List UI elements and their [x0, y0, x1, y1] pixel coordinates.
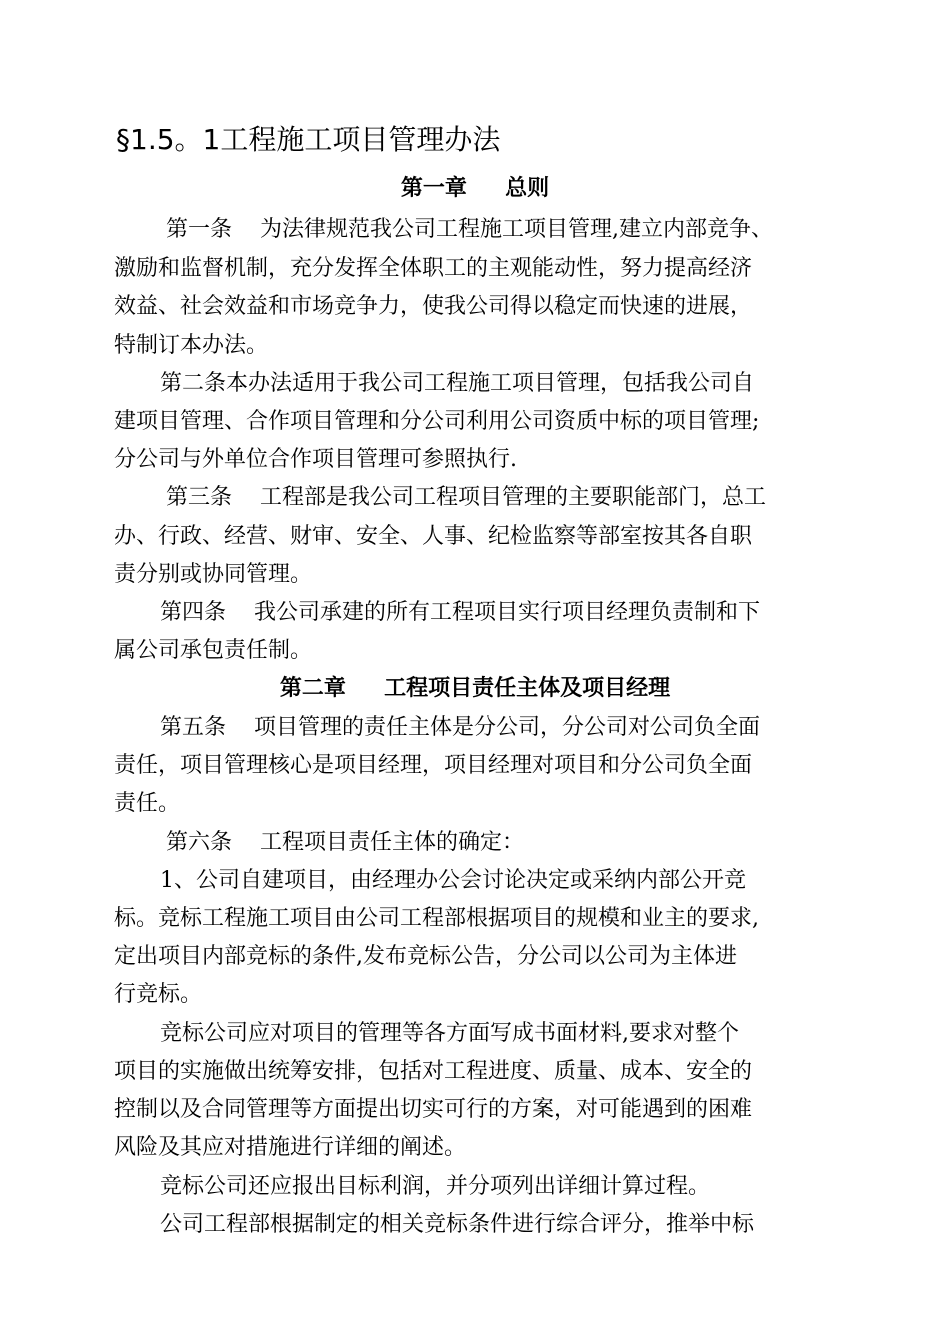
text-line: 第三条 工程部是我公司工程项目管理的主要职能部门，总工: [166, 485, 766, 510]
text-line: 责任，项目管理核心是项目经理，项目经理对项目和分公司负全面: [114, 753, 753, 778]
chapter-1-heading: 第一章 总则: [400, 176, 550, 201]
text-line: 第一条 为法律规范我公司工程施工项目管理,建立内部竞争、: [166, 217, 773, 242]
text-line: 特制订本办法。: [114, 333, 269, 358]
text-line: 第二条本办法适用于我公司工程施工项目管理，包括我公司自: [160, 371, 755, 396]
text-line: 建项目管理、合作项目管理和分公司利用公司资质中标的项目管理;: [114, 409, 760, 434]
document-title: §1.5。1工程施工项目管理办法: [116, 123, 501, 156]
chapter-2-heading: 第二章 工程项目责任主体及项目经理: [279, 676, 671, 701]
text-line: 分公司与外单位合作项目管理可参照执行.: [114, 447, 517, 472]
text-line: 竞标公司应对项目的管理等各方面写成书面材料,要求对整个: [160, 1021, 739, 1046]
text-line: 控制以及合同管理等方面提出切实可行的方案，对可能遇到的困难: [114, 1097, 753, 1122]
text-line: 第四条 我公司承建的所有工程项目实行项目经理负责制和下: [160, 600, 760, 625]
text-line: 竞标公司还应报出目标利润，并分项列出详细计算过程。: [160, 1174, 711, 1199]
text-line: 责分别或协同管理。: [114, 562, 313, 587]
text-line: 责任。: [114, 791, 181, 816]
text-line: 项目的实施做出统筹安排，包括对工程进度、质量、成本、安全的: [114, 1059, 753, 1084]
text-line: 激励和监督机制，充分发挥全体职工的主观能动性，努力提高经济: [114, 256, 753, 281]
text-line: 办、行政、经营、财审、安全、人事、纪检监察等部室按其各自职: [114, 524, 753, 549]
text-line: 标。竞标工程施工项目由公司工程部根据项目的规模和业主的要求,: [114, 906, 759, 931]
text-line: 1、公司自建项目，由经理办公会讨论决定或采纳内部公开竞: [160, 868, 746, 893]
text-line: 定出项目内部竞标的条件,发布竞标公告，分公司以公司为主体进: [114, 944, 737, 969]
text-line: 行竞标。: [114, 982, 203, 1007]
text-line: 公司工程部根据制定的相关竞标条件进行综合评分，推举中标: [160, 1212, 755, 1237]
text-line: 第六条 工程项目责任主体的确定：: [166, 830, 524, 855]
text-line: 效益、社会效益和市场竞争力，使我公司得以稳定而快速的进展，: [114, 294, 753, 319]
text-line: 第五条 项目管理的责任主体是分公司，分公司对公司负全面: [160, 715, 760, 740]
text-line: 风险及其应对措施进行详细的阐述。: [114, 1135, 467, 1160]
text-line: 属公司承包责任制。: [114, 638, 313, 663]
